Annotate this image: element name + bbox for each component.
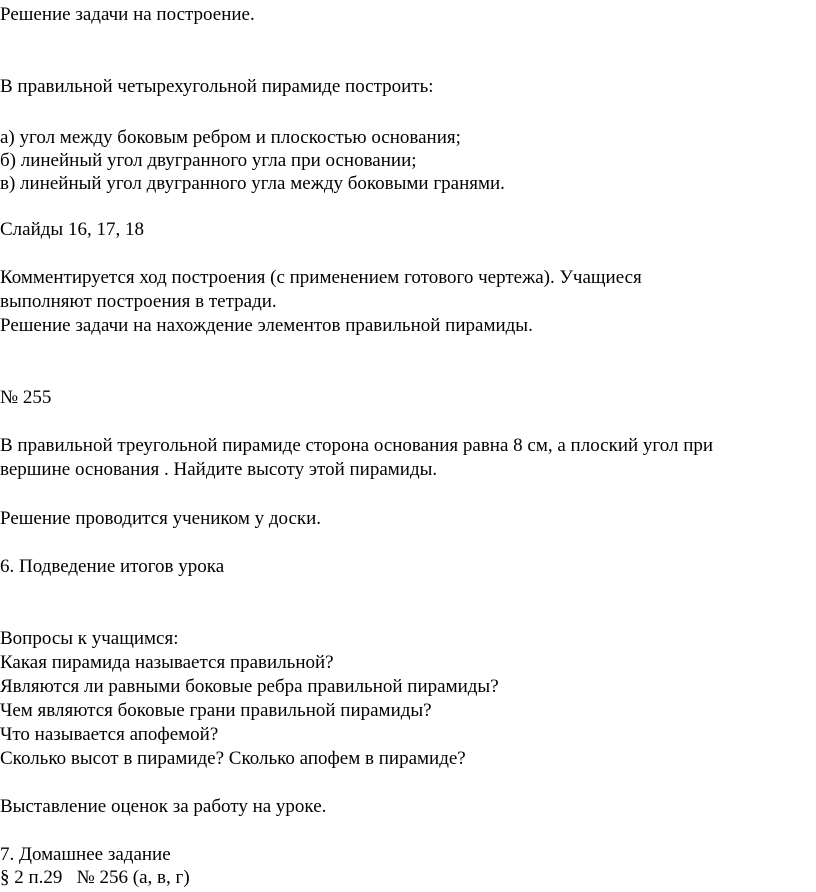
section-7-title: 7. Домашнее задание — [0, 844, 171, 865]
solution-note: Решение проводится учеником у доски. — [0, 508, 322, 529]
grading-note: Выставление оценок за работу на уроке. — [0, 796, 327, 817]
question-item: Что называется апофемой? — [0, 724, 219, 745]
questions-header: Вопросы к учащимся: — [0, 628, 179, 649]
slides-reference: Слайды 16, 17, 18 — [0, 219, 144, 240]
comment-line: Решение задачи на нахождение элементов правильной пирамиды. — [0, 315, 533, 336]
section-6-title: 6. Подведение итогов урока — [0, 556, 225, 577]
document-title: Решение задачи на построение. — [0, 4, 255, 25]
task-intro: В правильной четырехугольной пирамиде построить: — [0, 76, 434, 97]
problem-text-line: вершине основания . Найдите высоту этой пирамиды. — [0, 459, 438, 480]
task-item-b: б) линейный угол двугранного угла при основании; — [0, 150, 417, 171]
task-item-c: в) линейный угол двугранного угла между боковыми гранями. — [0, 173, 505, 194]
homework-assignment: § 2 п.29 № 256 (а, в, г) — [0, 867, 190, 888]
comment-line: Комментируется ход построения (с применением готового чертежа). Учащиеся — [0, 267, 642, 288]
task-item-a: а) угол между боковым ребром и плоскостью основания; — [0, 127, 461, 148]
question-item: Какая пирамида называется правильной? — [0, 652, 334, 673]
question-item: Сколько высот в пирамиде? Сколько апофем в пирамиде? — [0, 748, 466, 769]
problem-number: № 255 — [0, 387, 52, 408]
question-item: Являются ли равными боковые ребра правильной пирамиды? — [0, 676, 499, 697]
question-item: Чем являются боковые грани правильной пирамиды? — [0, 700, 432, 721]
problem-text-line: В правильной треугольной пирамиде сторона основания равна 8 см, а плоский угол при — [0, 435, 714, 456]
comment-line: выполняют построения в тетради. — [0, 291, 277, 312]
